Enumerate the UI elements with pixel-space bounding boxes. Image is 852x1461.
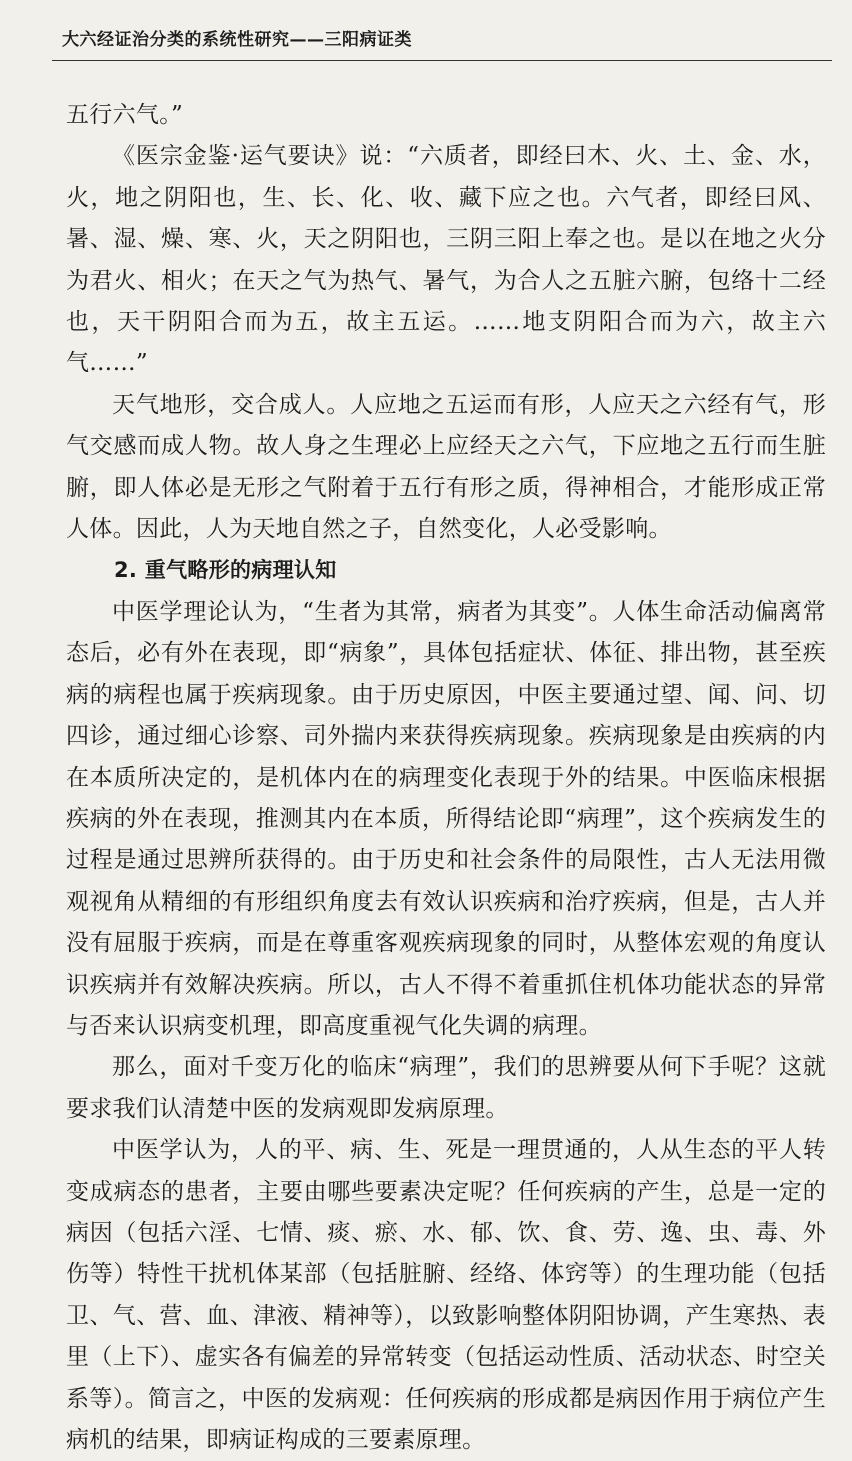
- section-heading: 2. 重气略形的病理认知: [114, 558, 337, 583]
- paragraph: 中医学理论认为，“生者为其常，病者为其变”。人体生命活动偏离常态后，必有外在表现，即“病象”，具体包括症状、体征、排出物，甚至疾病的病程也属于疾病现象。由于历史原因，中医主要通过望、闻、问、切四诊，通过细心诊察、司外揣内来获得疾病现象。疾病现象是由疾病的内在本质所决定的，是机体内在的病理变化表现于外的结果。中医临床根据疾病的外在表现，推测其内在本质，所得结论即“病理”，这个疾病发生的过程是通过思辨所获得的。由于历史和社会条件的局限性，古人无法用微观视角从精细的有形组织角度去有效认识疾病和治疗疾病，但是，古人并没有屈服于疾病，而是在尊重客观疾病现象的同时，从整体宏观的角度认识疾病并有效解决疾病。所以，古人不得不着重抓住机体功能状态的异常与否来认识病变机理，即高度重视气化失调的病理。: [66, 598, 826, 1039]
- paragraph-continuation: 五行六气。”: [66, 102, 184, 128]
- paragraph: 中医学认为，人的平、病、生、死是一理贯通的，人从生态的平人转变成病态的患者，主要由哪些要素决定呢？任何疾病的产生，总是一定的病因（包括六淫、七情、痰、瘀、水、郁、饮、食、劳、逸、虫、毒、外伤等）特性干扰机体某部（包括脏腑、经络、体窍等）的生理功能（包括卫、气、营、血、津液、精神等），以致影响整体阴阳协调，产生寒热、表里（上下）、虚实各有偏差的异常转变（包括运动性质、活动状态、时空关系等）。简言之，中医的发病观：任何疾病的形成都是病因作用于病位产生病机的结果，即病证构成的三要素原理。: [66, 1137, 826, 1453]
- running-header: 大六经证治分类的系统性研究——三阳病证类: [62, 30, 412, 50]
- header-rule: [52, 60, 832, 61]
- paragraph: 那么，面对千变万化的临床“病理”，我们的思辨要从何下手呢？这就要求我们认清楚中医的发病观即发病原理。: [66, 1054, 826, 1122]
- paragraph-quote: 《医宗金鉴·运气要诀》说：“六质者，即经曰木、火、土、金、水，火，地之阴阳也，生、长、化、收、藏下应之也。六气者，即经曰风、暑、湿、燥、寒、火，天之阴阳也，三阴三阳上奉之也。是以在地之火分为君火、相火；在天之气为热气、暑气，为合人之五脏六腑，包络十二经也，天干阴阳合而为五，故主五运。……地支阴阳合而为六，故主六气……”: [66, 143, 826, 377]
- page-body: [66, 95, 826, 1461]
- paragraph: 天气地形，交合成人。人应地之五运而有形，人应天之六经有气，形气交感而成人物。故人身之生理必上应经天之六气，下应地之五行而生脏腑，即人体必是无形之气附着于五行有形之质，得神相合，才能形成正常人体。因此，人为天地自然之子，自然变化，人必受影响。: [66, 391, 826, 543]
